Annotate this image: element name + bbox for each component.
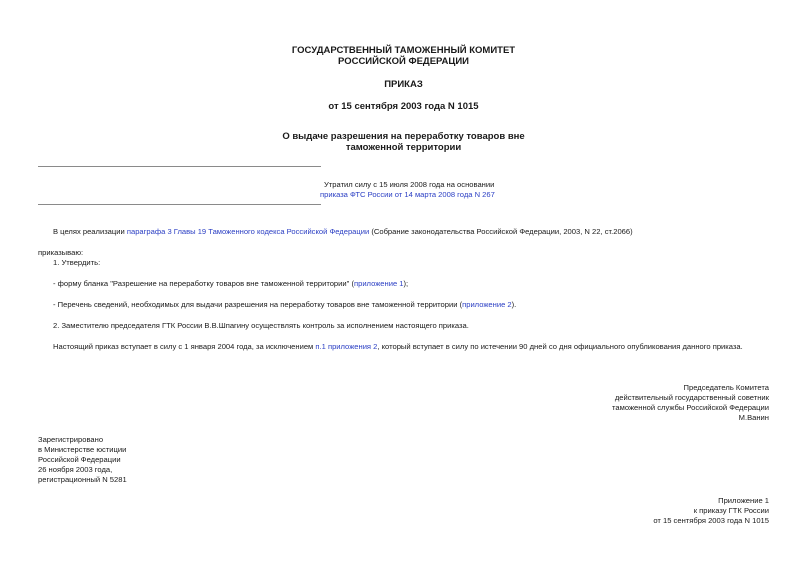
divider-bottom	[38, 204, 321, 205]
registration-line1: Зарегистрировано	[38, 435, 104, 444]
signature-name: М.Ванин	[738, 413, 769, 422]
appendix-1-link[interactable]: приложение 1	[353, 279, 404, 288]
appendix-2-item-1-link[interactable]: п.1 приложения 2	[315, 342, 378, 351]
registration-number: регистрационный N 5281	[38, 475, 127, 484]
subitem-list: - Перечень сведений, необходимых для выдачи разрешения на переработку товаров вне таможенной территории (приложение 2).	[53, 300, 517, 309]
signature-line1: Председатель Комитета	[683, 383, 769, 392]
doc-date-number: от 15 сентября 2003 года N 1015	[328, 101, 479, 112]
customs-code-link[interactable]: параграфа 3 Главы 19 Таможенного кодекса Российской Федерации	[126, 227, 370, 236]
doc-title-line1: О выдаче разрешения на переработку товаров вне	[282, 131, 525, 142]
appendix-line2: к приказу ГТК России	[693, 506, 769, 515]
registration-line3: Российской Федерации	[38, 455, 121, 464]
signature-line2: действительный государственный советник	[614, 393, 769, 402]
appendix-line3: от 15 сентября 2003 года N 1015	[653, 516, 769, 525]
doc-title-line2: таможенной территории	[345, 142, 462, 153]
doc-type: ПРИКАЗ	[384, 79, 423, 90]
status-text: Утратил силу с 15 июля 2008 года на основании	[324, 180, 495, 189]
status-link[interactable]: приказа ФТС России от 14 марта 2008 года N 267	[320, 190, 495, 199]
org-name-line1: ГОСУДАРСТВЕННЫЙ ТАМОЖЕННЫЙ КОМИТЕТ	[291, 45, 516, 56]
registration-line2: в Министерстве юстиции	[38, 445, 127, 454]
paragraph-intro: В целях реализации параграфа 3 Главы 19 Таможенного кодекса Российской Федерации (Собрание законодательства Российской Федерации, 2003, N 22, ст.2066)	[53, 227, 633, 236]
paragraph-effective: Настоящий приказ вступает в силу с 1 января 2004 года, за исключением п.1 приложения 2, который вступает в силу по истечении 90 дней со дня официального опубликования данного приказа.	[53, 342, 743, 351]
signature-line3: таможенной службы Российской Федерации	[611, 403, 769, 412]
item-2: 2. Заместителю председателя ГТК России В.В.Шпагину осуществлять контроль за исполнением настоящего приказа.	[53, 321, 469, 330]
status-link-line	[320, 190, 495, 200]
org-name-line2: РОССИЙСКОЙ ФЕДЕРАЦИИ	[337, 56, 469, 67]
divider-top	[38, 166, 321, 167]
appendix-line1: Приложение 1	[718, 496, 769, 505]
appendix-2-link[interactable]: приложение 2	[462, 300, 512, 309]
order-word: приказываю:	[38, 248, 84, 257]
subitem-form: - форму бланка "Разрешение на переработку товаров вне таможенной территории" (приложение 1);	[53, 279, 409, 288]
registration-date: 26 ноября 2003 года,	[38, 465, 113, 474]
item-1: 1. Утвердить:	[53, 258, 101, 267]
